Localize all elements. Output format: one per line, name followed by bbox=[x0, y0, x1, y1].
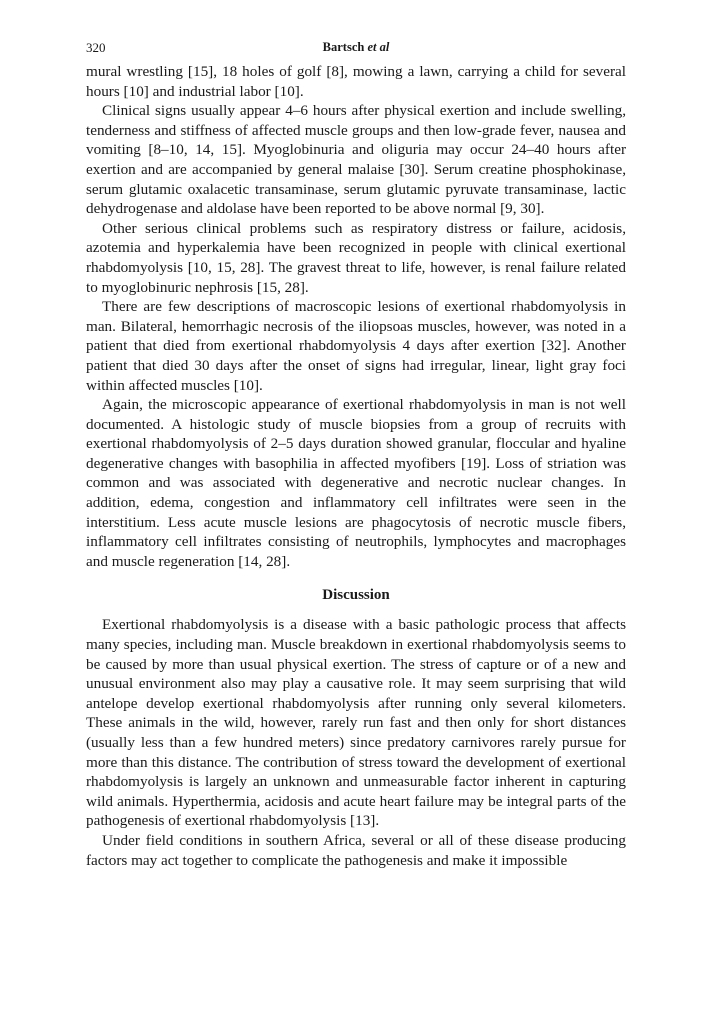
paragraph-discussion-2: Under field conditions in southern Africa, several or all of these disease producing factors may act together to complicate the pathogenesis and make it impossible bbox=[86, 831, 626, 869]
running-head bbox=[86, 40, 626, 58]
running-title-author: Bartsch bbox=[322, 40, 365, 54]
paragraph-clinical-problems: Other serious clinical problems such as respiratory distress or failure, acidosis, azotemia and hyperkalemia have been recognized in people with clinical exertional rhabdomyolysis [10, 15, 28]. The gravest threat to life, however, is renal failure related to myoglobinuric nephrosis [15, 28]. bbox=[86, 219, 626, 296]
paragraph-continued: mural wrestling [15], 18 holes of golf [8], mowing a lawn, carrying a child for several hours [10] and industrial labor [10]. bbox=[86, 63, 626, 100]
running-title-et-al: et al bbox=[367, 40, 390, 54]
paragraph-clinical-signs: Clinical signs usually appear 4–6 hours after physical exertion and include swelling, tenderness and stiffness of affected muscle groups and then low-grade fever, nausea and vomiting [8–10, 14, 15]. Myoglobinuria and oliguria may occur 24–40 hours after exertion and are accompanied by general malaise [30]. Serum creatine phosphokinase, serum glutamic oxalacetic transaminase, serum glutamic pyruvate transaminase, lactic dehydrogenase and aldolase have been reported to be above normal [9, 30]. bbox=[86, 102, 626, 218]
paragraph-microscopic-appearance: Again, the microscopic appearance of exertional rhabdomyolysis in man is not well documented. A histologic study of muscle biopsies from a group of recruits with exertional rhabdomyolysis of 2–5 days duration showed granular, floccular and hyaline degenerative changes with basophilia in affected myofibers [19]. Loss of striation was common and was associated with degenerative and necrotic nuclear changes. In addition, edema, congestion and inflammatory cell infiltrates were seen in the interstitium. Less acute muscle lesions are phagocytosis of necrotic muscle fibers, inflammatory cell infiltrates consisting of neutrophils, lymphocytes and macrophages and muscle regeneration [14, 28]. bbox=[86, 396, 626, 570]
page-number: 320 bbox=[86, 40, 106, 55]
paragraph-macroscopic-lesions: There are few descriptions of macroscopic lesions of exertional rhabdomyolysis in man. Bilateral, hemorrhagic necrosis of the iliopsoas muscles, however, was noted in a patient that died from exertional rhabdomyolysis 4 days after exertion [32]. Another patient that died 30 days after the onset of signs had irregular, linear, light gray foci within affected muscles [10]. bbox=[86, 298, 626, 394]
paragraph-discussion-1: Exertional rhabdomyolysis is a disease with a basic pathologic process that affects many species, including man. Muscle breakdown in exertional rhabdomyolysis seems to be caused by more than usual physical exertion. The stress of capture or of a new and unusual environment also may play a causative role. It may seem surprising that wild antelope develop exertional rhabdomyolysis after running only several kilometers. These animals in the wild, however, rarely run fast and then only for short distances (usually less than a few hundred meters) since predatory carnivores rarely pursue for more than this distance. The contribution of stress toward the development of exertional rhabdomyolysis is largely an unknown and unmeasurable factor inherent in capturing wild animals. Hyperthermia, acidosis and acute heart failure may be integral parts of the pathogenesis of exertional rhabdomyolysis [13]. bbox=[86, 616, 626, 830]
running-title bbox=[86, 40, 626, 55]
section-heading-discussion: Discussion bbox=[322, 587, 390, 604]
body-text bbox=[86, 62, 626, 870]
